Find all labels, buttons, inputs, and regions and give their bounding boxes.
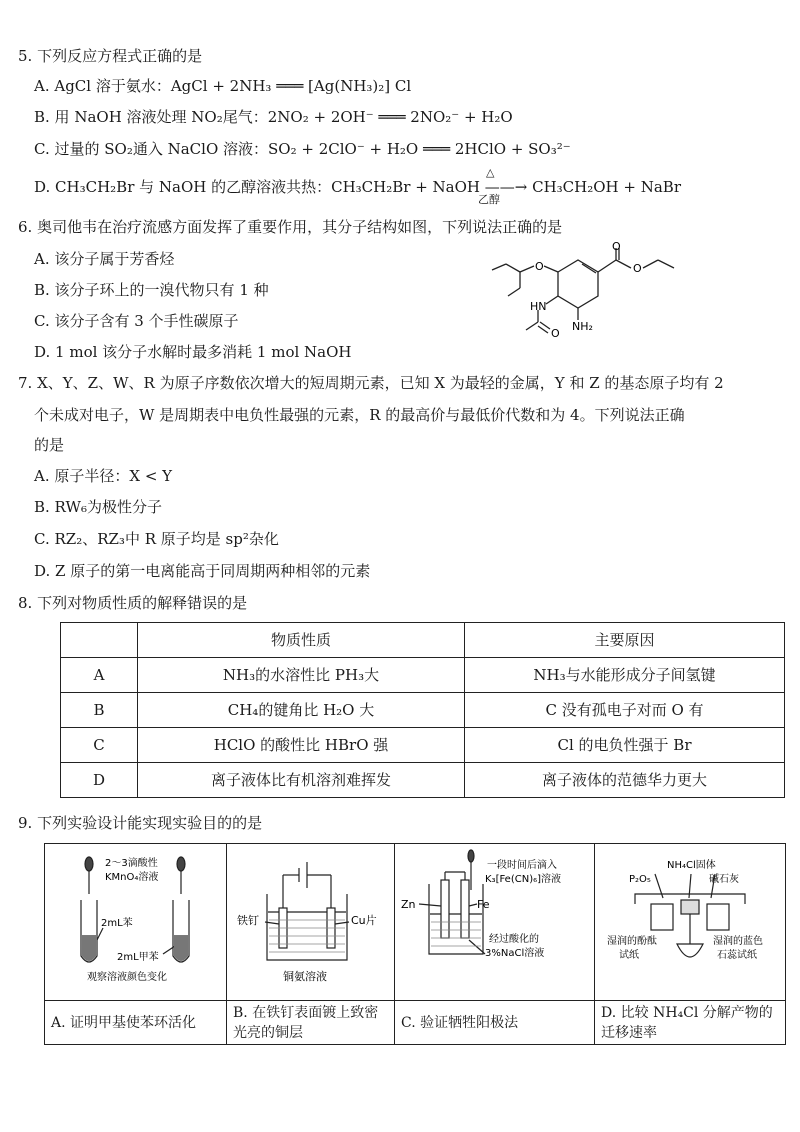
table-cell: HClO 的酸性比 HBrO 强 <box>138 728 465 763</box>
figure-d <box>595 844 785 1000</box>
table-row <box>61 763 785 798</box>
table-header-cell <box>61 623 138 658</box>
figure-a <box>45 844 227 1000</box>
fig-d-left-line1: 湿润的酚酞 <box>607 936 657 947</box>
fig-a-reagent-line2: KMnO₄溶液 <box>105 872 159 883</box>
caption-a: A. 证明甲基使苯环活化 <box>45 1000 227 1045</box>
table-cell: NH₃与水能形成分子间氢键 <box>465 658 785 693</box>
fig-d-right-line1: 湿润的蓝色 <box>713 936 763 947</box>
fig-d-right-line2: 石蕊试纸 <box>717 950 757 961</box>
fig-c-top-line2: K₃[Fe(CN)₆]溶液 <box>485 874 562 885</box>
q5-option-d: D. CH₃CH₂Br 与 NaOH 的乙醇溶液共热：CH₃CH₂Br + NaOH ——→ CH₃CH₂OH + NaBr <box>34 178 681 196</box>
caption-d: D. 比较 NH₄Cl 分解产物的迁移速率 <box>595 1000 785 1045</box>
fig-d-left-line2: 试纸 <box>619 950 639 961</box>
q5-option-a: A. AgCl 溶于氨水：AgCl + 2NH₃ ═══ [Ag(NH₃)₂] Cl <box>34 77 412 95</box>
mol-label-o-ester: O <box>633 262 642 275</box>
q6-stem: 6. 奥司他韦在治疗流感方面发挥了重要作用，其分子结构如图，下列说法正确的是 <box>18 218 563 236</box>
fig-b-right-label: Cu片 <box>351 914 377 927</box>
fig-b-bottom-label: 铜氨溶液 <box>283 970 327 983</box>
table-cell: NH₃的水溶性比 PH₃大 <box>138 658 465 693</box>
caption-c: C. 验证牺牲阳极法 <box>395 1000 595 1045</box>
q6-option-c: C. 该分子含有 3 个手性碳原子 <box>34 312 239 330</box>
fig-c-bottom-line1: 经过酸化的 <box>489 934 539 945</box>
mol-label-nh2: NH₂ <box>572 320 593 333</box>
fig-b-left-label: 铁钉 <box>237 914 259 927</box>
q7-stem-line2: 个未成对电子，W 是周期表中电负性最强的元素，R 的最高价与最低价代数和为 4。下列说法正确 <box>34 406 685 424</box>
q7-option-a: A. 原子半径：X < Y <box>34 467 173 485</box>
table-cell: B <box>61 693 138 728</box>
fig-a-reagent-line1: 2～3滴酸性 <box>105 858 158 869</box>
caption-b: B. 在铁钉表面镀上致密光亮的铜层 <box>227 1000 395 1045</box>
q7-option-d: D. Z 原子的第一电离能高于同周期两种相邻的元素 <box>34 562 371 580</box>
q6-option-b: B. 该分子环上的一溴代物只有 1 种 <box>34 281 269 299</box>
fig-a-left-tube-label: 2mL苯 <box>101 918 133 929</box>
table-cell: D <box>61 763 138 798</box>
figure-c <box>395 844 595 1000</box>
q9-experiment-panel <box>44 843 786 1045</box>
q5-option-b: B. 用 NaOH 溶液处理 NO₂尾气：2NO₂ + 2OH⁻ ═══ 2NO₂⁻ + H₂O <box>34 108 513 126</box>
table-header-cell: 主要原因 <box>465 623 785 658</box>
table-cell: 离子液体的范德华力更大 <box>465 763 785 798</box>
fig-d-p2o5-label: P₂O₅ <box>629 874 651 885</box>
table-header-cell: 物质性质 <box>138 623 465 658</box>
table-cell: 离子液体比有机溶剂难挥发 <box>138 763 465 798</box>
q8-stem: 8. 下列对物质性质的解释错误的是 <box>18 594 248 612</box>
fig-d-lime-label: 碱石灰 <box>709 874 739 885</box>
mol-label-o-ether: O <box>535 260 544 273</box>
table-header-row <box>61 623 785 658</box>
q5-arrow-condition-bottom: 乙醇 <box>478 193 500 206</box>
mol-label-o-amide: O <box>551 327 560 340</box>
fig-d-top-label: NH₄Cl固体 <box>667 860 716 871</box>
oseltamivir-structure <box>488 240 688 340</box>
q7-option-b: B. RW₆为极性分子 <box>34 498 162 516</box>
table-cell: Cl 的电负性强于 Br <box>465 728 785 763</box>
q6-option-a: A. 该分子属于芳香烃 <box>34 250 175 268</box>
table-cell: A <box>61 658 138 693</box>
table-row <box>61 658 785 693</box>
table-cell: C <box>61 728 138 763</box>
q6-option-d: D. 1 mol 该分子水解时最多消耗 1 mol NaOH <box>34 343 352 361</box>
fig-c-top-line1: 一段时间后滴入 <box>487 860 557 871</box>
table-cell: C 没有孤电子对而 O 有 <box>465 693 785 728</box>
q7-stem-line1: 7. X、Y、Z、W、R 为原子序数依次增大的短周期元素，已知 X 为最轻的金属，Y 和 Z 的基态原子均有 2 <box>18 374 724 392</box>
q5-option-c: C. 过量的 SO₂通入 NaClO 溶液：SO₂ + 2ClO⁻ + H₂O ═══ 2HClO + SO₃²⁻ <box>34 140 571 158</box>
table-cell: CH₄的键角比 H₂O 大 <box>138 693 465 728</box>
q8-table <box>60 622 785 798</box>
q9-stem: 9. 下列实验设计能实现实验目的的是 <box>18 814 263 832</box>
mol-label-o-carbonyl: O <box>612 240 621 253</box>
fig-a-right-tube-label: 2mL甲苯 <box>117 952 159 963</box>
q7-stem-line3: 的是 <box>34 436 65 454</box>
q7-option-c: C. RZ₂、RZ₃中 R 原子均是 sp²杂化 <box>34 530 279 548</box>
fig-c-bottom-line2: 3%NaCl溶液 <box>485 948 545 959</box>
q5-arrow-condition-top: △ <box>486 166 495 179</box>
table-row <box>61 728 785 763</box>
figure-b <box>227 844 395 1000</box>
table-row <box>61 693 785 728</box>
fig-c-fe-label: Fe <box>477 898 490 911</box>
mol-label-hn: HN <box>530 300 547 313</box>
fig-a-note: 观察溶液颜色变化 <box>87 972 167 983</box>
fig-c-zn-label: Zn <box>401 898 416 911</box>
q5-stem: 5. 下列反应方程式正确的是 <box>18 47 203 65</box>
